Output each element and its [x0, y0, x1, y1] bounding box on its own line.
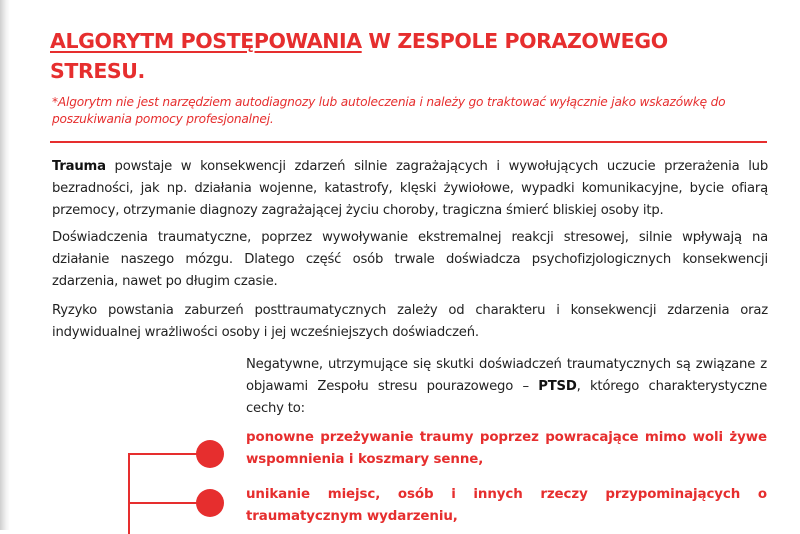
paragraph-trauma	[52, 156, 768, 222]
page-title	[50, 26, 750, 86]
trauma-term: Trauma	[52, 159, 106, 174]
title-rest: W ZESPOLE PORAZOWEGO STRESU.	[50, 29, 668, 83]
paragraph-ptsd-intro	[246, 354, 767, 420]
list-connector-vertical	[128, 454, 130, 534]
list-connector-horizontal	[128, 502, 198, 504]
list-connector-horizontal	[128, 453, 198, 455]
title-underlined-part: ALGORYTM POSTĘPOWANIA	[50, 29, 362, 53]
paragraph-trauma-text: powstaje w konsekwencji zdarzeń silnie zagrażających i wywołujących uczucie przerażenia lub bezradności, jak np. działania wojenne, katastrofy, klęski żywiołowe, wypadki komunikacyjne, bycie ofiarą przemocy, otrzymanie diagnozy zagrażającej życiu choroby, tragiczna śmierć bliskiej osoby itp.	[52, 159, 768, 218]
ptsd-intro-before: Negatywne, utrzymujące się skutki doświadczeń traumatycznych są związane z objawami Zespołu stresu pourazowego –	[246, 357, 767, 394]
page-edge-shadow	[0, 0, 10, 530]
disclaimer-note: *Algorytm nie jest narzędziem autodiagnozy lub autoleczenia i należy go traktować wyłącznie jako wskazówkę do poszukiwania pomocy profesjonalnej.	[52, 95, 726, 126]
bullet-dot	[196, 440, 224, 468]
bullet-dot	[196, 489, 224, 517]
list-item: unikanie miejsc, osób i innych rzeczy przypominających o traumatycznym wydarzeniu,	[246, 487, 767, 524]
ptsd-intro-after: , którego charakterystyczne cechy to:	[246, 379, 767, 416]
paragraph-experiences: Doświadczenia traumatyczne, poprzez wywoływanie ekstremalnej reakcji stresowej, silnie wpływają na działanie naszego mózgu. Dlatego część osób trwale doświadcza psychofizjologicznych konsekwencji zdarzenia, nawet po długim czasie.	[52, 230, 768, 289]
list-item: ponowne przeżywanie traumy poprzez powracające mimo woli żywe wspomnienia i koszmary senne,	[246, 430, 767, 467]
divider-line	[50, 141, 767, 143]
ptsd-term: PTSD	[538, 379, 577, 394]
paragraph-risk: Ryzyko powstania zaburzeń posttraumatycznych zależy od charakteru i konsekwencji zdarzenia oraz indywidualnej wrażliwości osoby i jej wcześniejszych doświadczeń.	[52, 303, 768, 340]
